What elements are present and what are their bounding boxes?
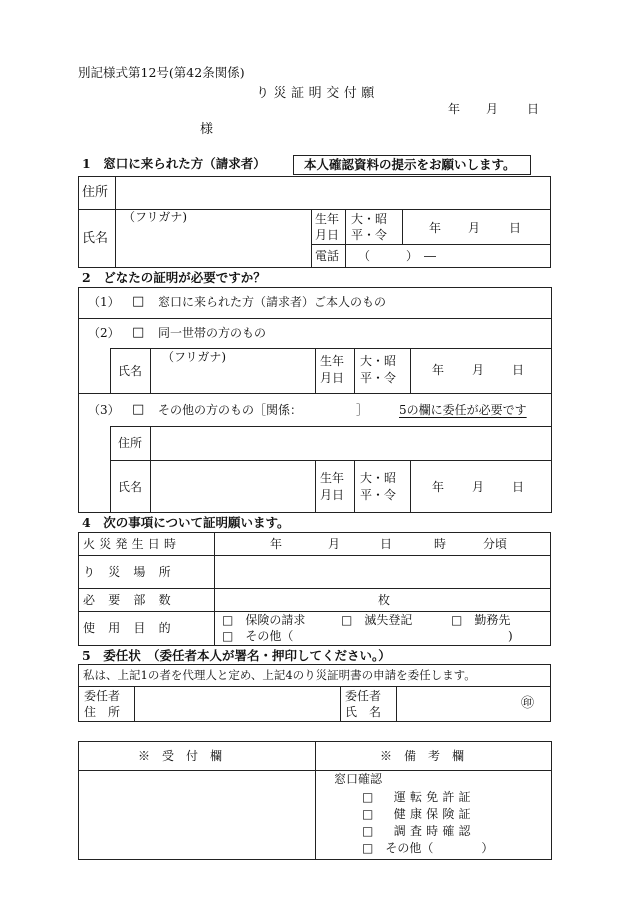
other-name-label: 氏名: [118, 480, 143, 494]
other-dob-year: 年: [432, 480, 445, 494]
fire-hour: 時: [434, 537, 447, 551]
other-address-field[interactable]: [151, 427, 551, 459]
subject-option3-number: （3）: [88, 403, 120, 417]
reception-area: [79, 771, 314, 859]
household-name-field[interactable]: [151, 364, 314, 392]
window-check-label: 窓口確認: [334, 772, 383, 786]
requester-name-field[interactable]: [116, 226, 310, 267]
place-label: り災場所: [83, 565, 184, 579]
household-name-label: 氏名: [118, 364, 143, 378]
requester-address-label: 住所: [82, 185, 109, 200]
section5-heading: 5 委任状 （委任者本人が署名・押印してください。）: [82, 648, 391, 663]
other-era-2[interactable]: 平・令: [360, 488, 397, 502]
purpose-label: 使用目的: [83, 621, 184, 635]
household-era-2[interactable]: 平・令: [360, 371, 397, 385]
header-date-day: 日: [527, 102, 540, 116]
household-dob-month: 月: [472, 363, 485, 377]
purpose-loss-option[interactable]: □ 滅失登記: [341, 613, 413, 627]
requester-address-field[interactable]: [116, 177, 550, 208]
subject-option2-number: （2）: [88, 326, 120, 340]
proxy-name-label-1: 委任者: [345, 689, 382, 703]
requester-dob-year: 年: [429, 221, 442, 235]
subject-option2-label: 同一世帯の方のもの: [158, 326, 267, 340]
requester-dob-month: 月: [468, 221, 481, 235]
reception-header: ※ 受 付 欄: [138, 749, 223, 763]
purpose-insurance-option[interactable]: □ 保険の請求: [222, 613, 306, 627]
other-dob-label-2: 月日: [320, 488, 345, 502]
proxy-address-field[interactable]: [135, 687, 339, 721]
subject-option1-label: 窓口に来られた方（請求者）ご本人のもの: [158, 295, 387, 309]
subject-option3-label: その他の方のもの［関係： ］: [158, 403, 369, 417]
requester-furigana: （フリガナ): [123, 210, 188, 224]
section4-heading: 4 次の事項について証明願います。: [82, 515, 290, 530]
proxy-address-label-2: 住 所: [84, 705, 121, 719]
fire-date-label: 火災発生日時: [83, 537, 181, 551]
requester-dob-label-1: 生年: [315, 212, 340, 226]
requester-phone-field[interactable]: （ ） ―: [358, 249, 437, 263]
requester-name-label: 氏名: [82, 231, 109, 246]
check-survey-confirmation[interactable]: □ 調査時確認: [362, 824, 475, 838]
purpose-work-option[interactable]: □ 勤務先: [451, 613, 511, 627]
fire-year: 年: [270, 537, 283, 551]
header-date-year: 年: [448, 102, 461, 116]
household-furigana: （フリガナ): [162, 350, 227, 364]
check-health-insurance[interactable]: □ 健康保険証: [362, 807, 475, 821]
household-dob-label-2: 月日: [320, 371, 345, 385]
proxy-statement: 私は、上記1の者を代理人と定め、上記4のり災証明書の申請を委任します。: [83, 668, 476, 682]
requester-dob-label-2: 月日: [315, 228, 340, 242]
proxy-required-note: 5の欄に委任が必要です: [399, 403, 527, 417]
proxy-name-label-2: 氏 名: [345, 705, 382, 719]
requester-phone-label: 電話: [315, 249, 340, 263]
remarks-header: ※ 備 考 欄: [380, 749, 465, 763]
proxy-address-label-1: 委任者: [84, 689, 121, 703]
check-other[interactable]: □ その他（ ）: [362, 841, 494, 855]
copies-unit: 枚: [378, 593, 391, 607]
subject-option1-checkbox[interactable]: □: [132, 294, 145, 309]
subject-option1-number: （1）: [88, 295, 120, 309]
copies-label: 必要部数: [83, 593, 184, 607]
copies-field[interactable]: [215, 589, 375, 610]
other-dob-day: 日: [512, 480, 525, 494]
fire-month: 月: [328, 537, 341, 551]
other-address-label: 住所: [118, 436, 143, 450]
other-name-field[interactable]: [151, 461, 314, 512]
check-drivers-license[interactable]: □ 運転免許証: [362, 790, 475, 804]
subject-option3-checkbox[interactable]: □: [132, 402, 145, 417]
header-date-month: 月: [486, 102, 499, 116]
other-dob-label-1: 生年: [320, 471, 345, 485]
seal-mark: ㊞: [521, 696, 535, 711]
form-title: り災証明交付願: [256, 86, 379, 101]
purpose-other-option[interactable]: □ その他（: [222, 629, 294, 643]
requester-dob-day: 日: [509, 221, 522, 235]
other-era-1[interactable]: 大・昭: [360, 471, 397, 485]
purpose-other-close: ): [508, 629, 513, 643]
subject-option2-checkbox[interactable]: □: [132, 325, 145, 340]
requester-era-2[interactable]: 平・令: [351, 228, 388, 242]
household-era-1[interactable]: 大・昭: [360, 354, 397, 368]
household-dob-label-1: 生年: [320, 354, 345, 368]
fire-day: 日: [380, 537, 393, 551]
section1-heading: 1 窓口に来られた方（請求者）: [82, 156, 266, 171]
fire-minute: 分頃: [483, 537, 508, 551]
household-dob-year: 年: [432, 363, 445, 377]
addressee-honorific: 様: [200, 122, 214, 137]
id-notice-text: 本人確認資料の提示をお願いします。: [304, 157, 516, 172]
form-reference: 別記様式第12号(第42条関係): [78, 65, 245, 80]
other-dob-month: 月: [472, 480, 485, 494]
section2-heading: 2 どなたの証明が必要ですか？: [82, 270, 266, 285]
proxy-name-field[interactable]: [397, 687, 517, 721]
household-dob-day: 日: [512, 363, 525, 377]
place-field[interactable]: [215, 556, 550, 587]
requester-era-1[interactable]: 大・昭: [351, 212, 388, 226]
